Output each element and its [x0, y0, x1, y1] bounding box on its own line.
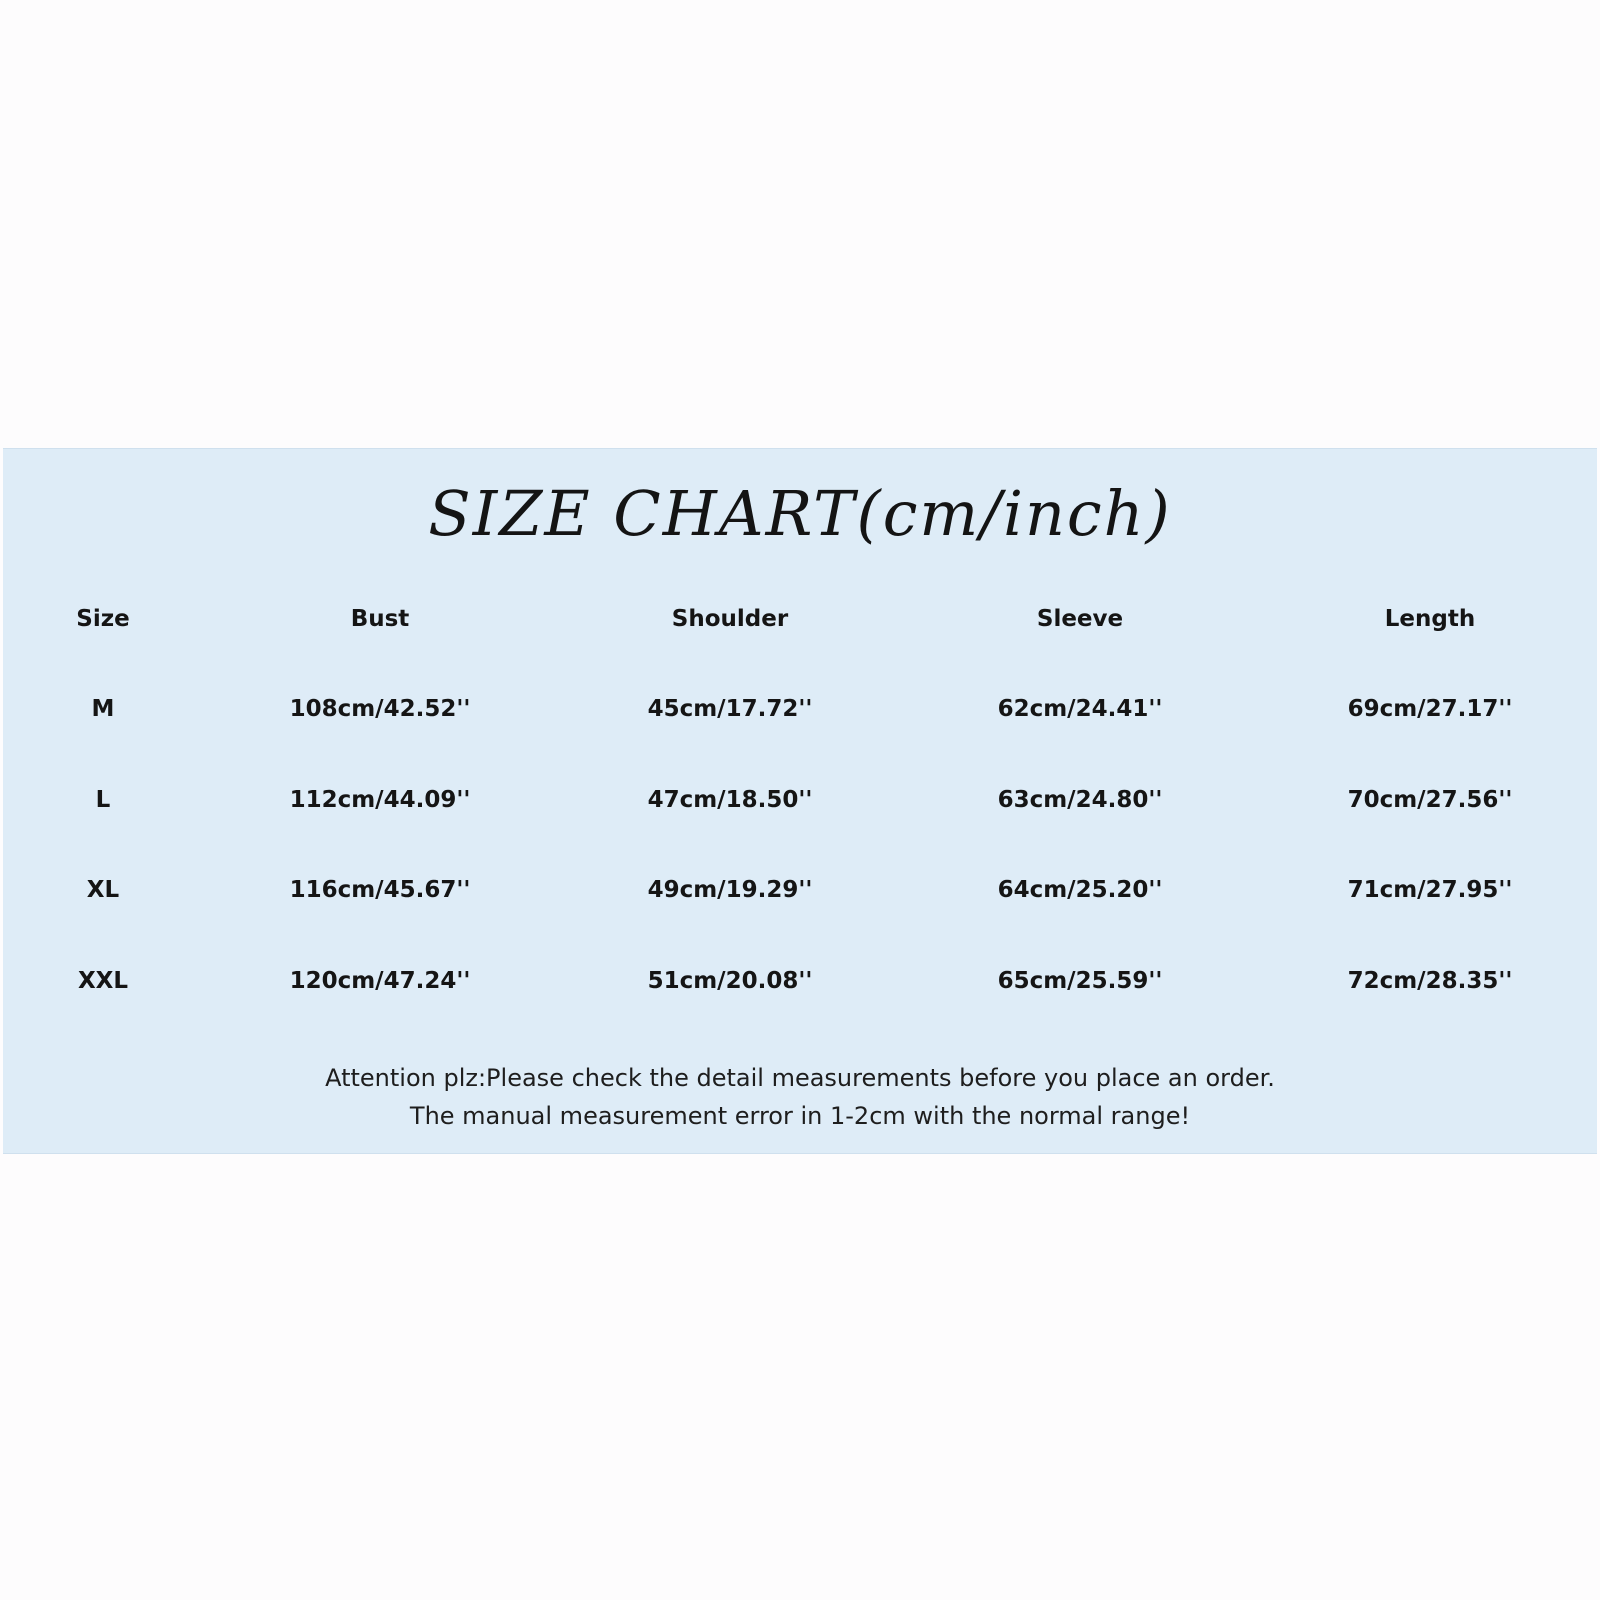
table-cell: 69cm/27.17''	[1347, 696, 1513, 722]
table-row	[3, 780, 1597, 820]
header-length: Length	[1384, 606, 1476, 632]
table-row	[3, 961, 1597, 1001]
table-cell: 45cm/17.72''	[647, 696, 813, 722]
table-cell: 71cm/27.95''	[1347, 877, 1513, 903]
table-cell: 65cm/25.59''	[997, 968, 1163, 994]
header-sleeve: Sleeve	[1036, 606, 1124, 632]
table-cell: 108cm/42.52''	[289, 696, 471, 722]
size-chart-title: SIZE CHART(cm/inch)	[428, 477, 1172, 550]
table-cell: L	[95, 787, 111, 813]
table-cell: 72cm/28.35''	[1347, 968, 1513, 994]
note-line: Attention plz:Please check the detail measurements before you place an order.	[325, 1064, 1275, 1092]
table-cell: 70cm/27.56''	[1347, 787, 1513, 813]
table-cell: 62cm/24.41''	[997, 696, 1163, 722]
table-cell: 51cm/20.08''	[647, 968, 813, 994]
table-cell: 120cm/47.24''	[289, 968, 471, 994]
header-size: Size	[76, 606, 130, 632]
table-cell: 112cm/44.09''	[289, 787, 471, 813]
table-cell: 116cm/45.67''	[289, 877, 471, 903]
table-cell: 64cm/25.20''	[997, 877, 1163, 903]
table-cell: XL	[86, 877, 120, 903]
header-shoulder: Shoulder	[671, 606, 789, 632]
measurement-notes	[3, 1059, 1597, 1135]
size-chart-panel	[3, 448, 1597, 1154]
note-line: The manual measurement error in 1-2cm with the normal range!	[409, 1102, 1191, 1130]
table-cell: 63cm/24.80''	[997, 787, 1163, 813]
table-header-row	[3, 599, 1597, 639]
table-row	[3, 870, 1597, 910]
table-cell: XXL	[77, 968, 129, 994]
header-bust: Bust	[350, 606, 410, 632]
table-cell: 47cm/18.50''	[647, 787, 813, 813]
table-row	[3, 689, 1597, 729]
table-cell: M	[91, 696, 115, 722]
table-cell: 49cm/19.29''	[647, 877, 813, 903]
